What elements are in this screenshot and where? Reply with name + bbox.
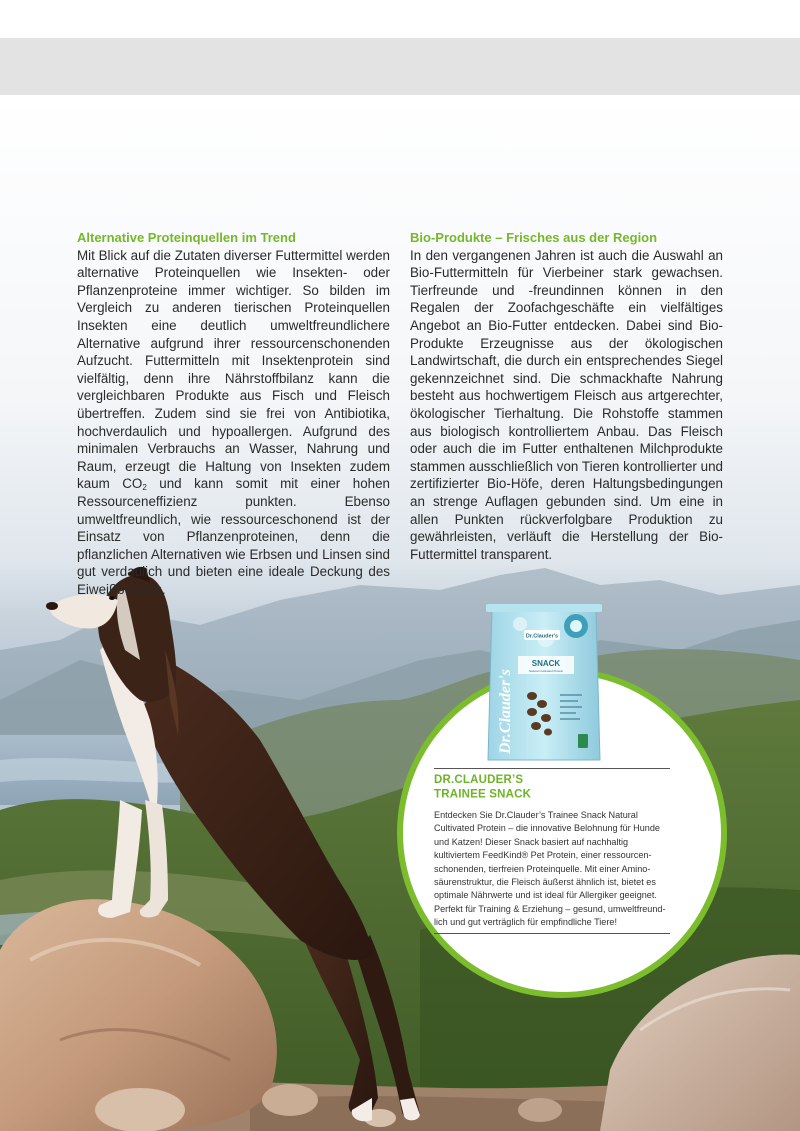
product-package-image — [486, 604, 602, 764]
package-label: SNACK — [531, 659, 561, 668]
package-sublabel: Natural Cultivated Protein — [528, 669, 564, 673]
product-info — [434, 768, 670, 934]
body-text-part-1: Mit Blick auf die Zutaten diverser Futtermittel werden alternative Proteinquellen wie Insekten- oder Pflanzenproteine immer wichtiger. So bilden im Vergleich zu anderen tierischen Proteinquellen Insekten eine deutlich umweltfreundlichere Alternative aufgrund ihrer ressourcenschonenden Aufzucht. Futtermitteln mit Insektenprotein sind vielfältig, denn ihre Nährstoffbilanz kann die vergleichbaren Produkte aus Fisch und Fleisch übertreffen. Zudem sind sie frei von Antibiotika, hochverdaulich und hypoallergen. Aufgrund des minimalen Verbrauchs an Wasser, Nahrung und Raum, erzeugt die Haltung von Insekten zudem kaum CO — [77, 247, 390, 492]
article-column-left — [77, 229, 390, 598]
product-description: Entdecken Sie Dr.Clauder’s Trainee Snack Natural Cultivated Protein – die innovative Belohnung für Hunde und Katzen! Dieser Snack basiert auf nachhaltig kultiviertem FeedKind® Pet Protein, einer ressourcenschonenden, tierfreien Proteinquelle. Mit einer Aminosäurenstruktur, die Fleisch äußerst ähnlich ist, bietet es optimale Nährwerte und ist ideal für Allergiker geeignet. Perfekt für Training & Erziehung – gesund, umweltfreundlich und gut verträglich für empfindliche Tiere! — [434, 810, 666, 928]
package-vertical-brand: Dr.Clauder's — [497, 669, 514, 754]
body-text-part-2: und kann somit mit einer hohen Ressourceneffizienz punkten. Ebenso umweltfreundlich, wie ressourceschonend ist der Einsatz von Pflanzenproteinen, denn die pflanzlichen Alternativen wie Erbsen und Linsen sind gut verdaulich und bieten eine ideale Deckung des Eiweißbedarfs. — [77, 476, 390, 597]
co2-subscript: 2 — [142, 483, 147, 493]
top-rule — [434, 768, 670, 769]
product-title-line2: TRAINEE SNACK — [434, 788, 532, 801]
product-title-line1: DR.CLAUDER’S — [434, 773, 524, 786]
product-title — [434, 772, 670, 801]
section-body-alternative-protein — [77, 247, 390, 599]
section-heading-bio-products: Bio-Produkte – Frisches aus der Region — [410, 230, 658, 245]
section-body-bio-products: In den vergangenen Jahren ist auch die Auswahl an Bio-Futtermitteln für Vierbeiner stark gewachsen. Tierfreunde und -freundinnen können in den Regalen der Zoofachgeschäfte ein vielfältiges Angebot an Bio-Futter entdecken. Dabei sind Bio-Produkte Erzeugnisse aus der ökologischen Landwirtschaft, die durch ein entsprechendes Siegel gekennzeichnet sind. Die schmackhafte Nahrung besteht aus hochwertigem Fleisch aus artgerechter, ökologischer Tierhaltung. Die Rohstoffe stammen aus biologisch kontrolliertem Anbau. Das Fleisch oder auch die im Futter enthaltenen Milchprodukte stammen ausschließlich von Tieren kontrollierter und zertifizierter Bio-Höfe, deren Haltungsbedingungen an strenge Auflagen gebunden sind. Um eine in allen Punkten rückverfolgbare Produktion zu gewährleisten, verläuft die Herstellung der Bio-Futtermittel transparent. — [410, 247, 723, 562]
article-column-right — [410, 229, 723, 563]
package-brand: Dr.Clauder's — [525, 633, 559, 640]
section-heading-alternative-protein: Alternative Proteinquellen im Trend — [77, 230, 296, 245]
bottom-rule — [434, 933, 670, 934]
